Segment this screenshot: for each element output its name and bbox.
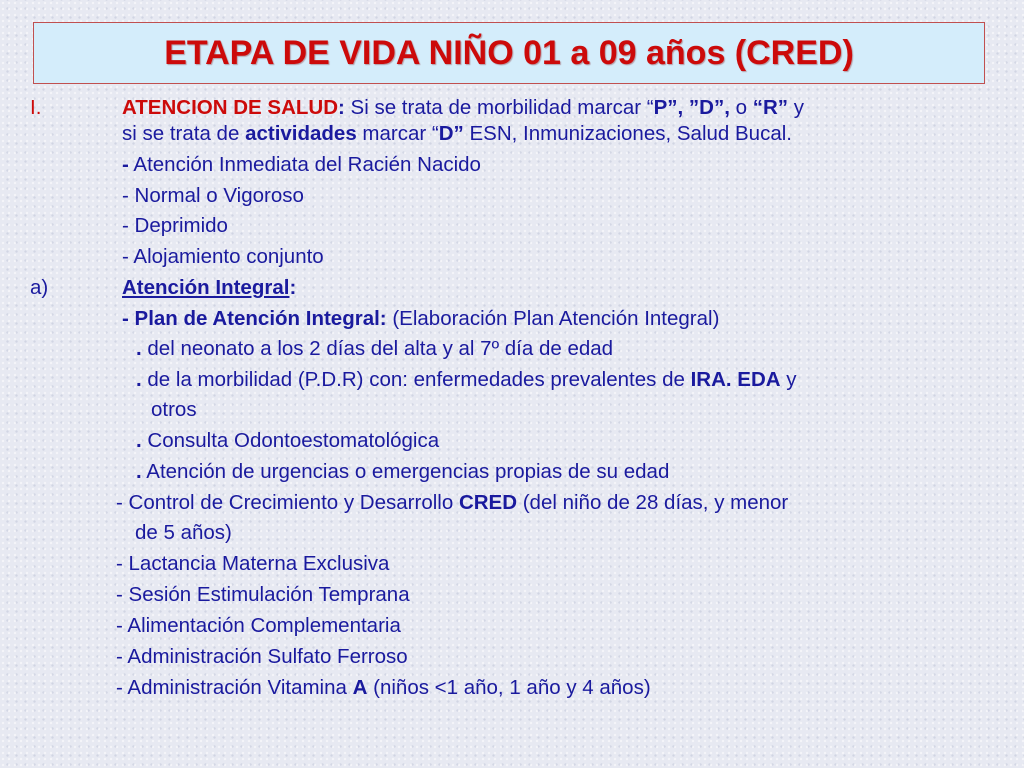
plan-sub-item-continued: otros xyxy=(151,398,197,421)
ira-eda-label: IRA. EDA xyxy=(690,368,781,391)
cred-text-a: - Control de Crecimiento y Desarrollo xyxy=(116,491,459,514)
list-item xyxy=(122,184,304,208)
section-a-heading-line xyxy=(122,276,296,300)
vitamin-a-label: A xyxy=(352,676,368,699)
plan-sub-item xyxy=(136,368,797,392)
code-d: D” xyxy=(438,122,464,145)
section-1-line-1 xyxy=(122,96,804,120)
line-2-text-c: ESN, Inmunizaciones, Salud Bucal. xyxy=(463,122,792,145)
section-1-heading: ATENCION DE SALUD xyxy=(122,96,339,119)
sub-item-text: del neonato a los 2 días del alta y al 7º día de edad xyxy=(141,337,614,360)
section-1-text-o: o xyxy=(729,96,753,119)
bullet-dot: . xyxy=(136,337,142,360)
list-item xyxy=(122,153,481,177)
plan-sub-item xyxy=(136,460,669,484)
line-2-text-a: si se trata de xyxy=(122,122,246,145)
sub-item-text-b: y xyxy=(780,368,797,391)
sub-item-text: de la morbilidad (P.D.R) con: enfermedades prevalentes de xyxy=(141,368,691,391)
cred-label: CRED xyxy=(458,491,518,514)
sub-item-text: Consulta Odontoestomatológica xyxy=(141,429,440,452)
section-1-text-y: y xyxy=(788,96,804,119)
activities-label: actividades xyxy=(245,122,357,145)
bullet-dot: . xyxy=(136,460,142,483)
section-1-text-a: Si se trata de morbilidad marcar “ xyxy=(344,96,654,119)
plan-line xyxy=(122,307,719,331)
list-item: - Lactancia Materna Exclusiva xyxy=(116,552,390,575)
item-text: Atención Inmediata del Racién Nacido xyxy=(128,153,481,176)
sub-item-text: Atención de urgencias o emergencias propias de su edad xyxy=(141,460,670,483)
vitamin-text-b: (niños <1 año, 1 año y 4 años) xyxy=(367,676,651,699)
bullet-dot: . xyxy=(136,429,142,452)
section-a-marker: a) xyxy=(30,276,49,299)
bullet-dot: . xyxy=(136,368,142,391)
plan-label: - Plan de Atención Integral: xyxy=(122,307,387,330)
vitamin-text-a: - Administración Vitamina xyxy=(116,676,353,699)
item-text: - Alojamiento conjunto xyxy=(122,245,324,268)
vitamin-line xyxy=(116,676,651,700)
list-item: - Alimentación Complementaria xyxy=(116,614,401,637)
line-2-text-b: marcar “ xyxy=(356,122,439,145)
list-item xyxy=(122,214,228,238)
section-a-heading: Atención Integral xyxy=(122,276,290,299)
code-r: “R” xyxy=(752,96,789,119)
plan-sub-item xyxy=(136,429,439,453)
cred-line xyxy=(116,491,788,515)
section-1-marker: I. xyxy=(30,96,42,119)
section-1-line-2 xyxy=(122,122,792,146)
cred-line-continued: de 5 años) xyxy=(135,521,232,544)
item-text: - Normal o Vigoroso xyxy=(122,184,304,207)
section-a-colon: : xyxy=(289,276,297,299)
item-dash: - xyxy=(122,153,129,176)
list-item: - Sesión Estimulación Temprana xyxy=(116,583,410,606)
codes-p-d: P”, ”D”, xyxy=(653,96,730,119)
plan-text: (Elaboración Plan Atención Integral) xyxy=(386,307,720,330)
item-text: - Deprimido xyxy=(122,214,228,237)
plan-sub-item xyxy=(136,337,613,361)
title-box xyxy=(33,22,985,84)
section-1-colon: : xyxy=(338,96,345,119)
list-item xyxy=(122,245,324,269)
cred-text-b: (del niño de 28 días, y menor xyxy=(517,491,789,514)
slide-title: ETAPA DE VIDA NIÑO 01 a 09 años (CRED) xyxy=(164,33,854,72)
list-item: - Administración Sulfato Ferroso xyxy=(116,645,408,668)
